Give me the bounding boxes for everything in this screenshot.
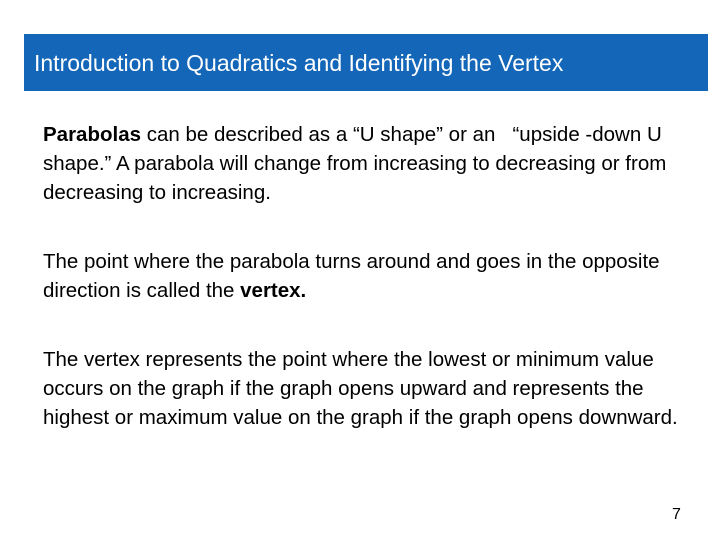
paragraph-vertex-definition <box>43 247 693 305</box>
title-bar <box>24 34 708 91</box>
term-vertex: vertex. <box>240 279 307 302</box>
paragraph-vertex-meaning-text: The vertex represents the point where the lowest or minimum value occurs on the graph if the graph opens upward and represents the highest or maximum value on the graph if the graph opens downward. <box>43 348 678 429</box>
slide-title: Introduction to Quadratics and Identifying the Vertex <box>34 50 564 76</box>
page-number: 7 <box>672 506 681 523</box>
paragraph-parabolas-text: can be described as a “U shape” or an “upside -down U shape.” A parabola will change from increasing to decreasing or from decreasing to increasing. <box>43 123 667 204</box>
term-parabolas: Parabolas <box>43 123 141 146</box>
paragraph-vertex-definition-text: The point where the parabola turns around and goes in the opposite direction is called the <box>43 250 660 302</box>
paragraph-parabolas <box>43 120 693 207</box>
paragraph-vertex-meaning <box>43 345 693 432</box>
